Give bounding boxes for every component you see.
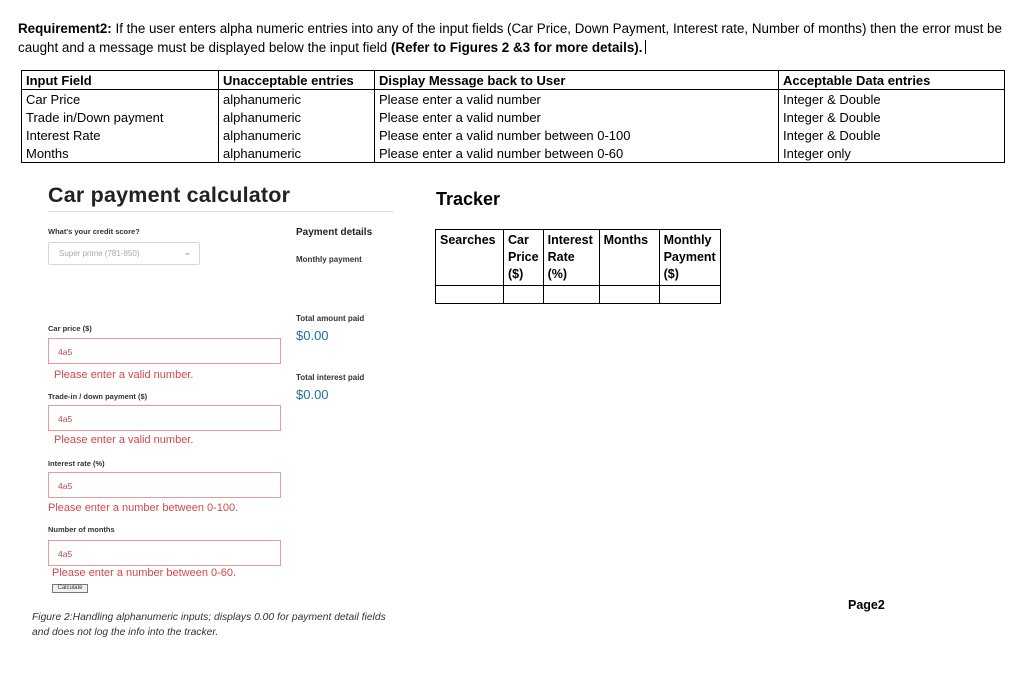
chevron-down-icon: ⌄	[183, 247, 191, 257]
rules-cell: Months	[22, 144, 219, 163]
validation-rules-table	[21, 70, 1005, 163]
car-price-input[interactable]	[48, 338, 281, 364]
caption-line: Figure 2:Handling alphanumeric inputs; displays 0.00 for payment detail fields	[32, 612, 386, 623]
text-cursor	[645, 40, 646, 54]
requirement-text: If the user enters alpha numeric entries into any of the input fields (Car Price, Down Payment, Interest rate, Number of months) then the error must be caught and a message must be displayed below the input field	[18, 21, 1002, 55]
credit-score-label: What's your credit score?	[48, 227, 140, 236]
table-row	[22, 108, 1005, 126]
rules-cell: Please enter a valid number	[375, 90, 779, 109]
table-row	[22, 144, 1005, 163]
rules-cell: Integer & Double	[779, 126, 1005, 144]
credit-score-value: Super prime (781-850)	[59, 249, 140, 258]
months-value: 4a5	[58, 549, 73, 559]
rules-cell: Integer & Double	[779, 90, 1005, 109]
months-label: Number of months	[48, 525, 115, 534]
rules-cell: Integer only	[779, 144, 1005, 163]
car-price-label: Car price ($)	[48, 324, 92, 333]
tracker-cell	[659, 286, 720, 304]
interest-rate-value: 4a5	[58, 481, 73, 491]
table-row	[22, 126, 1005, 144]
total-amount-value: $0.00	[296, 328, 329, 343]
table-row	[22, 90, 1005, 109]
calculate-button[interactable]: Calculate	[52, 584, 88, 593]
rules-cell: alphanumeric	[219, 144, 375, 163]
tracker-cell	[543, 286, 599, 304]
rules-header-cell: Input Field	[22, 71, 219, 90]
rules-cell: Trade in/Down payment	[22, 108, 219, 126]
monthly-payment-label: Monthly payment	[296, 255, 362, 264]
requirement-paragraph	[18, 20, 1008, 57]
tracker-header-cell: Car Price ($)	[504, 230, 544, 286]
tracker-header-row	[436, 230, 721, 286]
tracker-cell	[436, 286, 504, 304]
rules-cell: alphanumeric	[219, 126, 375, 144]
requirement-label: Requirement2:	[18, 21, 112, 36]
tracker-title: Tracker	[436, 189, 501, 209]
down-payment-value: 4a5	[58, 414, 73, 424]
requirement-ref: (Refer to Figures 2 &3 for more details).	[390, 39, 643, 55]
caption-line: and does not log the info into the tracker.	[32, 626, 219, 638]
tracker-header-cell: Monthly Payment ($)	[659, 230, 720, 286]
table-row	[436, 286, 721, 304]
calculator-divider	[48, 211, 394, 212]
tracker-header-cell: Months	[599, 230, 659, 286]
rules-header-row	[22, 71, 1005, 90]
months-error: Please enter a number between 0-60.	[52, 567, 237, 579]
figure-caption	[32, 611, 386, 640]
rules-header-cell: Acceptable Data entries	[779, 71, 1005, 90]
page-number: Page2	[848, 598, 885, 612]
tracker-cell	[599, 286, 659, 304]
rules-cell: Please enter a valid number	[375, 108, 779, 126]
tracker-header-cell: Interest Rate (%)	[543, 230, 599, 286]
rules-cell: alphanumeric	[219, 108, 375, 126]
months-input[interactable]	[48, 540, 281, 566]
total-interest-value: $0.00	[296, 387, 329, 402]
rules-cell: Please enter a valid number between 0-100	[375, 126, 779, 144]
payment-details-title: Payment details	[296, 227, 373, 238]
interest-rate-input[interactable]	[48, 472, 281, 498]
rules-cell: Integer & Double	[779, 108, 1005, 126]
car-price-error: Please enter a valid number.	[54, 369, 194, 381]
tracker-table	[435, 229, 721, 304]
interest-rate-label: Interest rate (%)	[48, 459, 105, 468]
interest-rate-error: Please enter a number between 0-100.	[48, 502, 239, 514]
rules-header-cell: Display Message back to User	[375, 71, 779, 90]
down-payment-input[interactable]	[48, 405, 281, 431]
rules-cell: Interest Rate	[22, 126, 219, 144]
tracker-header-cell: Searches	[436, 230, 504, 286]
tracker-cell	[504, 286, 544, 304]
total-amount-label: Total amount paid	[296, 314, 365, 323]
rules-header-cell: Unacceptable entries	[219, 71, 375, 90]
rules-cell: Please enter a valid number between 0-60	[375, 144, 779, 163]
car-price-value: 4a5	[58, 347, 73, 357]
rules-cell: Car Price	[22, 90, 219, 109]
down-payment-label: Trade-in / down payment ($)	[48, 392, 148, 401]
calculator-title: Car payment calculator	[48, 183, 291, 207]
rules-cell: alphanumeric	[219, 90, 375, 109]
total-interest-label: Total interest paid	[296, 373, 365, 382]
credit-score-select[interactable]	[48, 242, 200, 265]
down-payment-error: Please enter a valid number.	[54, 434, 194, 446]
